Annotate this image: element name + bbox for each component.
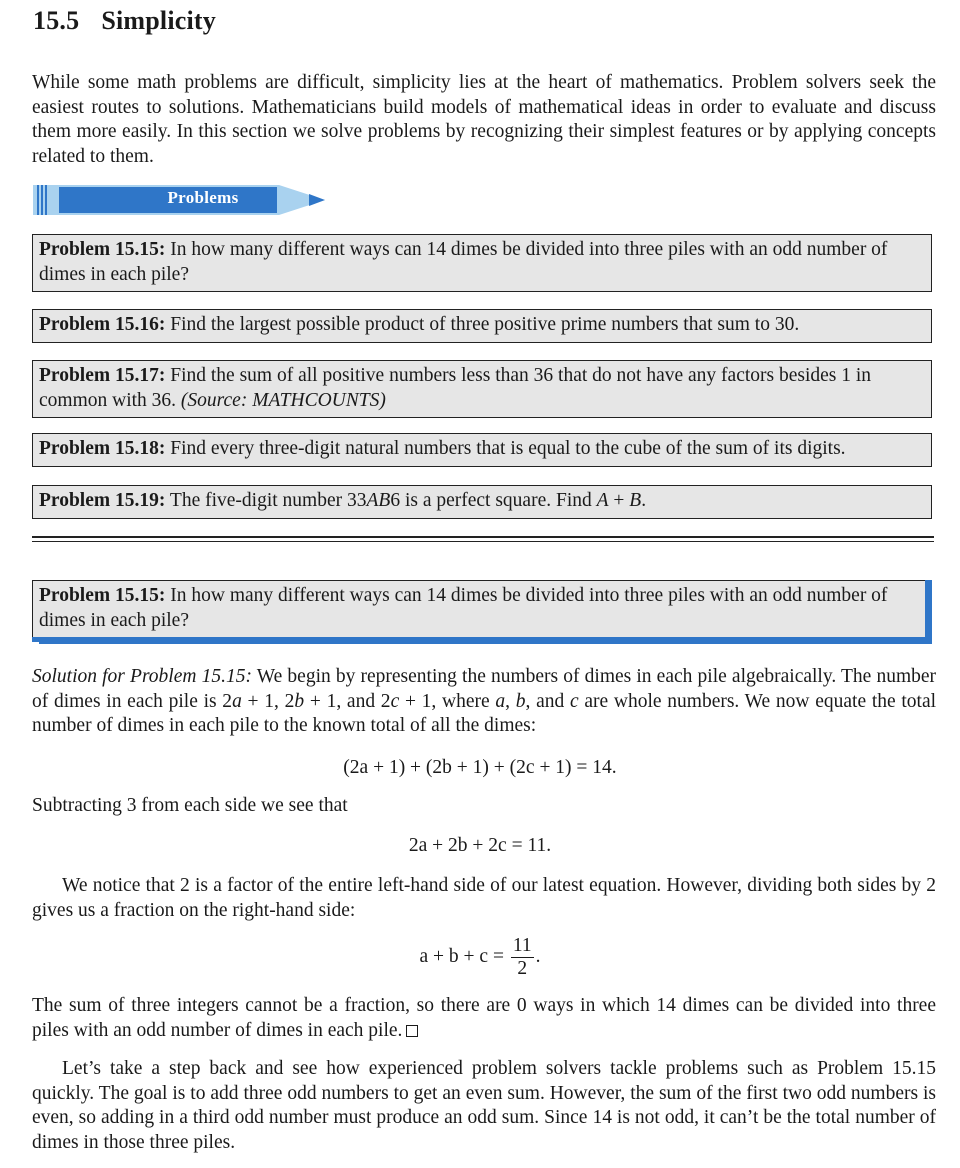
qed-box-icon — [406, 1025, 418, 1037]
problem-source: (Source: MATHCOUNTS) — [180, 389, 386, 411]
problem-label: Problem 15.15: — [39, 239, 166, 260]
problem-text: In how many different ways can 14 dimes be divided into three piles with an odd number of dimes in each pile? — [39, 239, 888, 285]
problem-label: Problem 15.16: — [39, 314, 166, 335]
problems-banner-label: Problems — [167, 188, 239, 207]
problem-label: Problem 15.15: — [39, 585, 166, 606]
fraction: $\frac{11}{2}$ — [512, 935, 532, 979]
intro-paragraph: While some math problems are difficult, simplicity lies at the heart of mathematics. Problem solvers seek the easiest routes to solutions. Mathematicians build models of mathematical ideas in order to evaluate and discuss them more easily. In this section we solve problems by recognizing their simplest features or by applying concepts related to them. — [32, 72, 936, 167]
equation-3: a + b + c = $\frac{11}{2}$ . — [419, 935, 541, 979]
section-title: Simplicity — [101, 6, 216, 35]
divider-bottom — [32, 541, 934, 542]
equation-1: (2a + 1) + (2b + 1) + (2c + 1) = 14. — [343, 757, 617, 778]
problem-box-15-16 — [32, 309, 932, 343]
problem-label: Problem 15.18: — [39, 438, 166, 459]
problem-box-15-19: Problem 15.19: The five-digit number 33AB6 is a perfect square. Find A + B. — [32, 485, 932, 519]
solution-paragraph-3: We notice that 2 is a factor of the entire left-hand side of our latest equation. However, dividing both sides by 2 gives us a fraction on the right-hand side: — [32, 875, 936, 921]
problem-box-15-15 — [32, 234, 932, 292]
solution-paragraph-2: Subtracting 3 from each side we see that — [32, 795, 348, 816]
solution-paragraph-5: Let’s take a step back and see how experienced problem solvers tackle problems such as Problem 15.15 quickly. The goal is to add three odd numbers to get an even sum. However, the sum of the first two odd numbers is even, so adding in a third odd number must produce an odd sum. Since 14 is not odd, it can’t be the total number of dimes in those three piles. — [32, 1058, 936, 1153]
problem-text: The five-digit number 33 — [169, 490, 367, 511]
section-number: 15.5 — [33, 6, 80, 35]
problem-label: Problem 15.19: — [39, 490, 166, 511]
solution-paragraph-1: Solution for Problem 15.15: We begin by representing the numbers of dimes in each pile algebraically. The number of dimes in each pile is 2a + 1, 2b + 1, and 2c + 1, where a, b, and c are whole numbers. We now equate the total number of dimes in each pile to the known total of all the dimes: — [32, 666, 937, 736]
highlight-problem-box — [32, 580, 925, 637]
problem-text: Find the sum of all positive numbers less than 36 that do not have any factors besides 1 in common with 36. — [39, 365, 872, 411]
problem-text: Find every three-digit natural numbers that is equal to the cube of the sum of its digits. — [170, 438, 846, 459]
problems-banner — [33, 183, 333, 217]
problem-text: Find the largest possible product of three positive prime numbers that sum to 30. — [170, 314, 800, 335]
solution-label: Solution for Problem 15.15: — [32, 666, 252, 687]
problem-label: Problem 15.17: — [39, 365, 166, 386]
section-heading — [33, 6, 216, 36]
problem-box-15-18 — [32, 433, 932, 467]
problem-box-15-17 — [32, 360, 932, 418]
equation-2: 2a + 2b + 2c = 11. — [408, 835, 552, 856]
problem-text: In how many different ways can 14 dimes be divided into three piles with an odd number of dimes in each pile? — [39, 585, 888, 631]
divider-top — [32, 536, 934, 538]
solution-paragraph-4: The sum of three integers cannot be a fraction, so there are 0 ways in which 14 dimes can be divided into three piles with an odd number of dimes in each pile. — [32, 995, 936, 1041]
